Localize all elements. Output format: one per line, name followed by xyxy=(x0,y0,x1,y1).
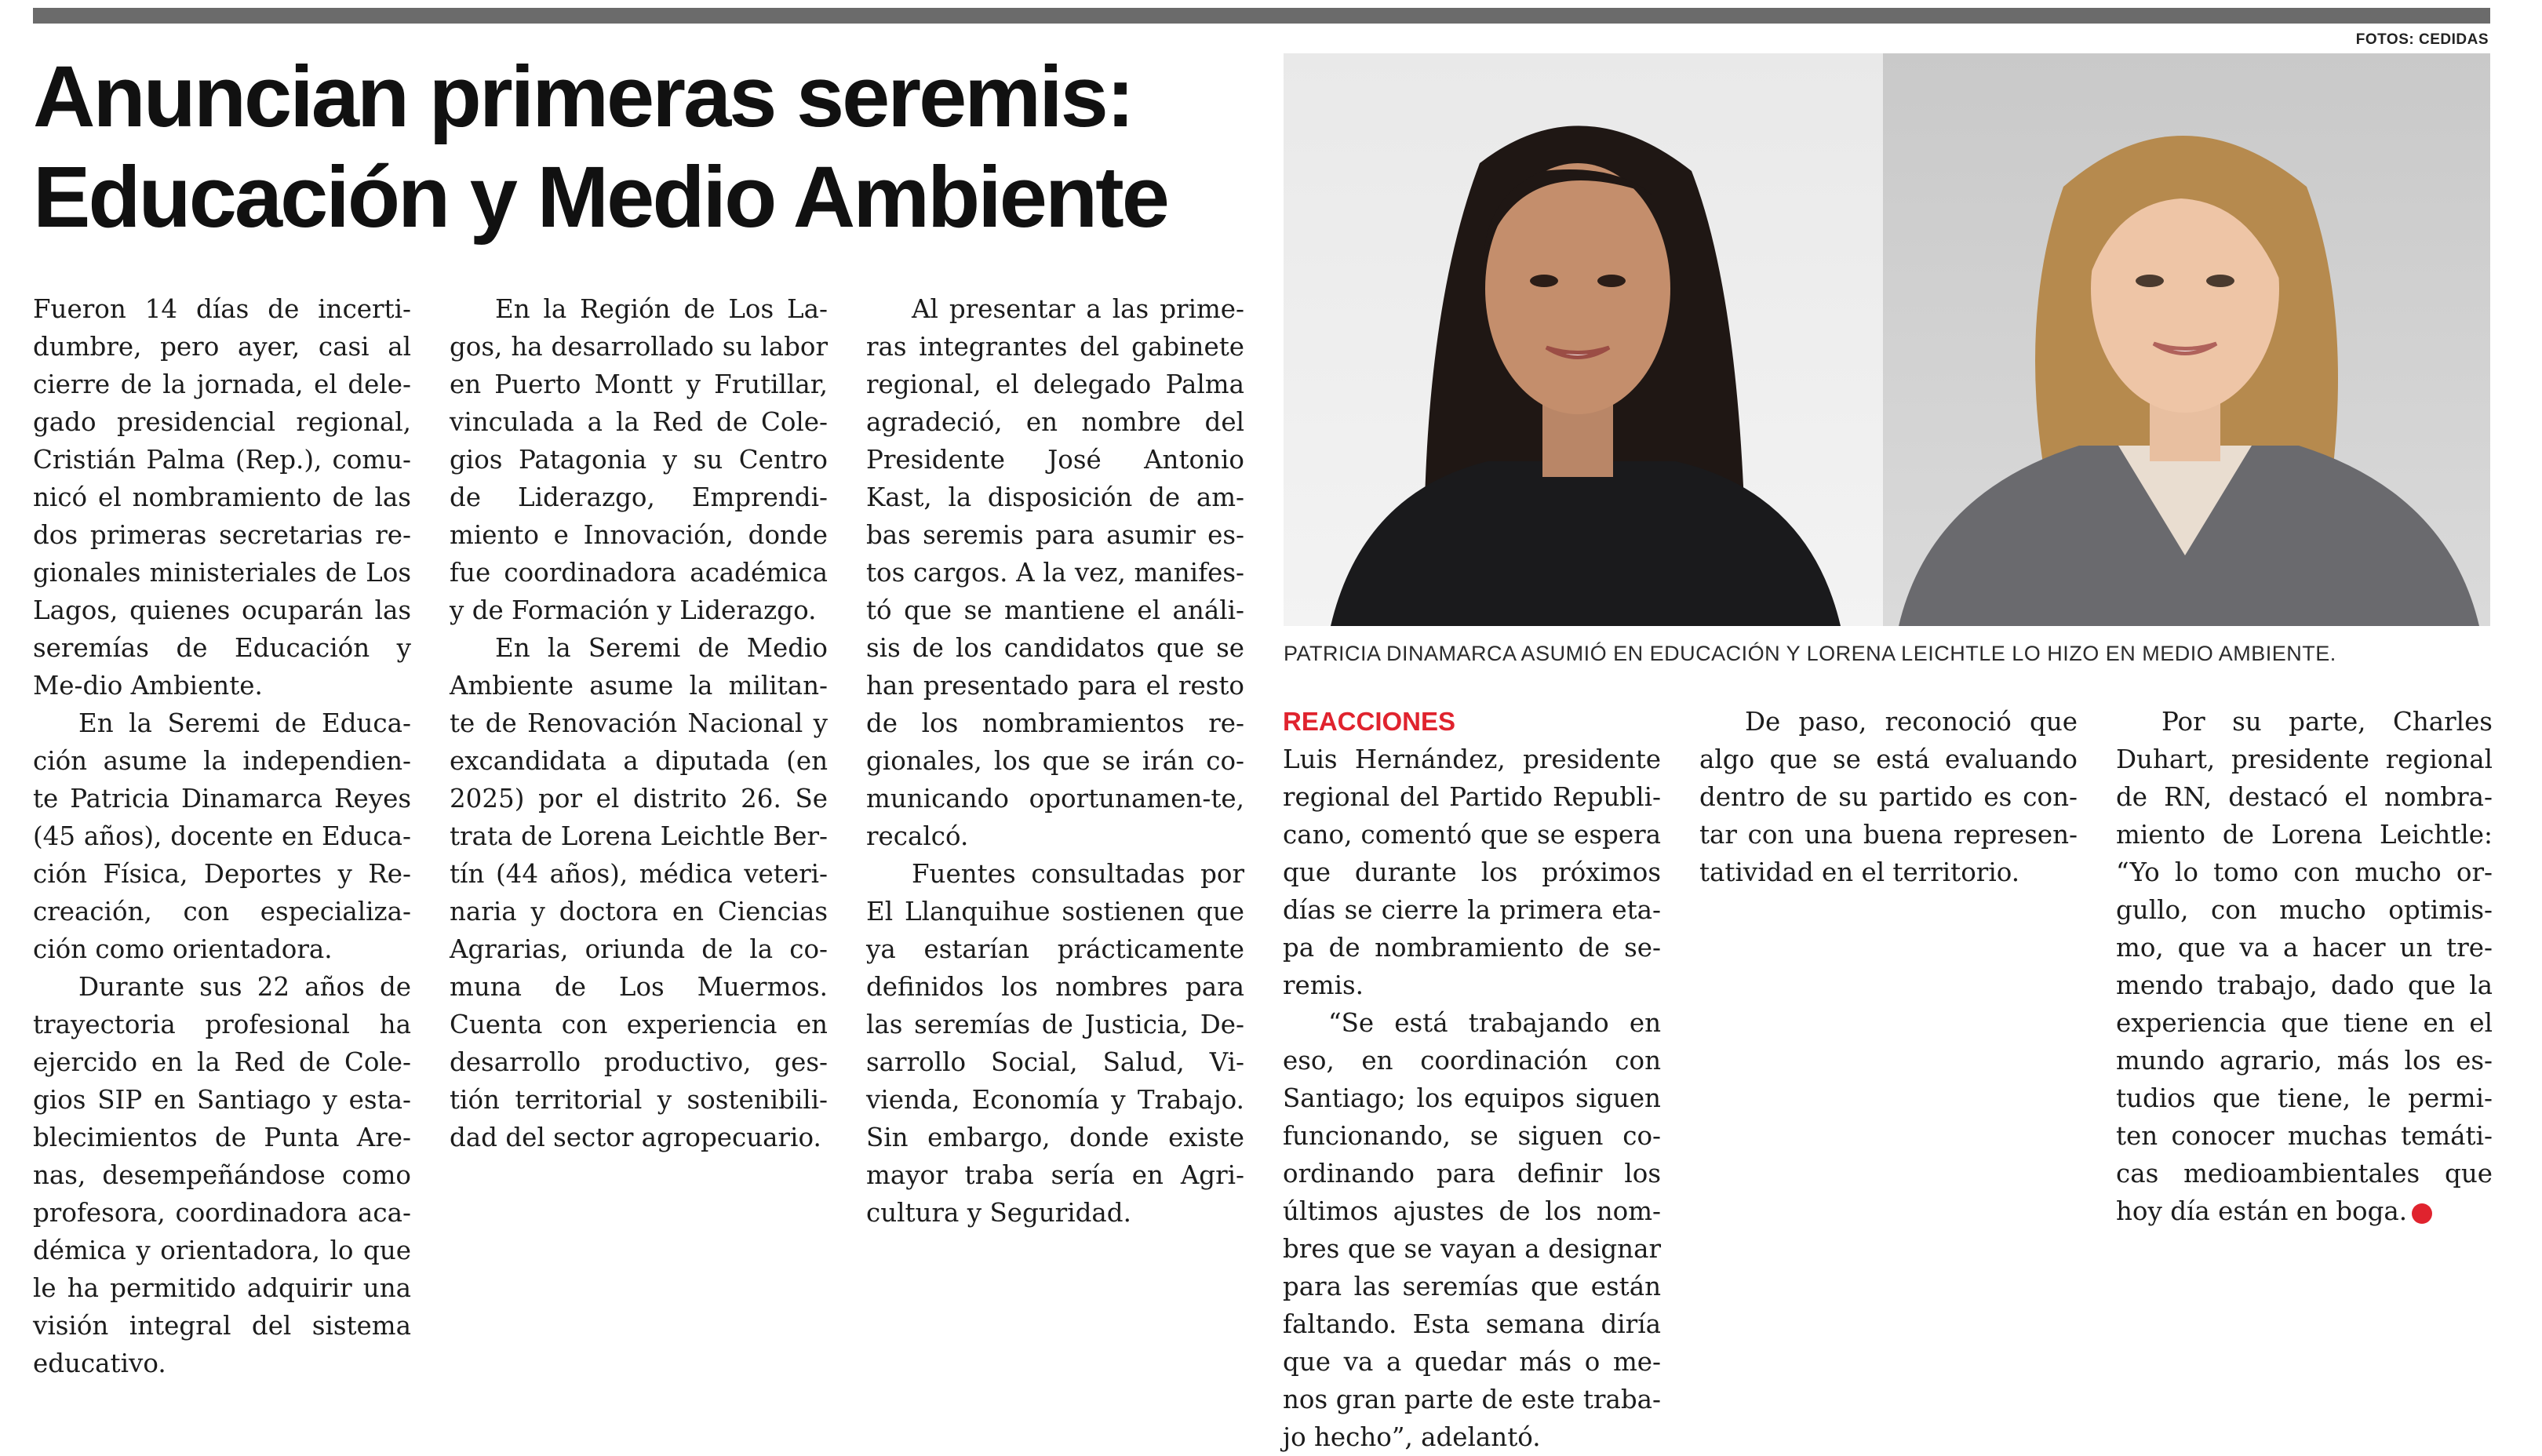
article-column-2 xyxy=(450,290,828,1271)
paragraph-fuentes: Fuentes consultadas por El Llanquihue sostienen que ya estarían prácticamente definidos los nombres para las seremías de Justicia, De-sarrollo Social, Salud, Vi-vienda, Economía y Trabajo. Sin embargo, donde existe mayor traba sería en Agri-cultura y Seguridad. xyxy=(866,859,1244,1228)
paragraph-medio-ambiente: En la Seremi de Medio Ambiente asume la militan-te de Renovación Nacional y excandidata a diputada (en 2025) por el distrito 26. Se trata de Lorena Leichtle Ber-tín (44 años), médica veteri-naria y doctora en Ciencias Agrarias, oriunda de la co-muna de Los Muermos. Cuenta con experiencia en desarrollo productivo, ges-tión territorial y sostenibili-dad del sector agropecuario. xyxy=(450,633,828,1152)
headline-line-1: Anuncian primeras seremis: xyxy=(33,49,1133,145)
paragraph-duhart xyxy=(2116,703,2493,1230)
paragraph-educacion: En la Seremi de Educa-ción asume la independien-te Patricia Dinamarca Reyes (45 años), docente en Educa-ción Física, Deportes y Re-creación, con especializa-ción como orientadora. xyxy=(33,708,411,964)
photo-credit: FOTOS: CEDIDAS xyxy=(2355,31,2489,48)
paragraph-presentacion: Al presentar a las prime-ras integrantes del gabinete regional, el delegado Palma agradeció, en nombre del Presidente José Antonio Kast, la disposición de am-bas seremis para asumir es-tos cargos. A la vez, manifes-tó que se mantiene el análi-sis de los candidatos que se han presentado para el resto de los nombramientos re-gionales, los que se irán co-municando oportunamen-te, recalcó. xyxy=(866,294,1244,851)
portrait-illustration-2 xyxy=(1883,53,2490,626)
article-column-1 xyxy=(33,290,411,1378)
paragraph-intro: Fueron 14 días de incerti-dumbre, pero ayer, casi al cierre de la jornada, el dele-gado presidencial regional, Cristián Palma (Rep.), comu-nicó el nombramiento de las dos primeras secretarias re-gionales ministeriales de Los Lagos, quienes ocuparán las seremías de Educación y Me-dio Ambiente. xyxy=(33,294,411,701)
headline xyxy=(33,47,1257,248)
paragraph-hernandez: Luis Hernández, presidente regional del Partido Republi-cano, comentó que se espera que durante los próximos días se cierre la primera eta-pa de nombramiento de se-remis. xyxy=(1283,744,1661,1000)
paragraph-los-lagos: En la Región de Los La-gos, ha desarrollado su labor en Puerto Montt y Frutillar, vinculada a la Red de Cole-gios Patagonia y su Centro de Liderazgo, Emprendi-miento e Innovación, donde fue coordinadora académica y de Formación y Liderazgo. xyxy=(450,294,828,625)
article-column-5 xyxy=(1699,703,2078,1268)
top-rule xyxy=(33,8,2490,24)
photo-patricia-dinamarca xyxy=(1284,53,1883,626)
end-mark-icon: ✪ xyxy=(2412,1203,2432,1224)
article-column-6 xyxy=(2116,703,2493,1268)
article-column-4 xyxy=(1283,703,1661,1452)
paragraph-de-paso: De paso, reconoció que algo que se está evaluando dentro de su partido es con-tar con una buena represen-tatividad en el territorio. xyxy=(1699,707,2078,887)
paragraph-quote-hernandez: “Se está trabajando en eso, en coordinación con Santiago; los equipos siguen funcionando, se siguen co-ordinando para definir los últimos ajustes de los nom-bres que se vayan a designar para las seremías que están faltando. Esta semana diría que va a quedar más o me-nos gran parte de este traba-jo hecho”, adelantó. xyxy=(1283,1008,1661,1452)
paragraph-duhart-text: Por su parte, Charles Duhart, presidente regional de RN, destacó el nombra-miento de Lorena Leichtle: “Yo lo tomo con mucho or-gullo, con mucho optimis-mo, que va a hacer un tre-mendo trabajo, dado que la experiencia que tiene en el mundo agrario, más los es-tudios que tiene, le permi-ten conocer muchas temáti-cas medioambientales que hoy día están en boga. xyxy=(2116,707,2493,1226)
headline-line-2: Educación y Medio Ambiente xyxy=(33,149,1167,246)
article-column-3 xyxy=(866,290,1244,1271)
portrait-illustration-1 xyxy=(1284,53,1883,626)
photo-lorena-leichtle xyxy=(1883,53,2490,626)
subhead-reacciones: REACCIONES xyxy=(1283,707,1456,736)
paragraph-trayectoria: Durante sus 22 años de trayectoria profesional ha ejercido en la Red de Cole-gios SIP en Santiago y esta-blecimientos de Punta Are-nas, desempeñándose como profesora, coordinadora aca-démica y orientadora, lo que le ha permitido adquirir una visión integral del sistema educativo. xyxy=(33,972,411,1378)
photo-caption: PATRICIA DINAMARCA ASUMIÓ EN EDUCACIÓN Y LORENA LEICHTLE LO HIZO EN MEDIO AMBIENTE. xyxy=(1284,642,2336,665)
